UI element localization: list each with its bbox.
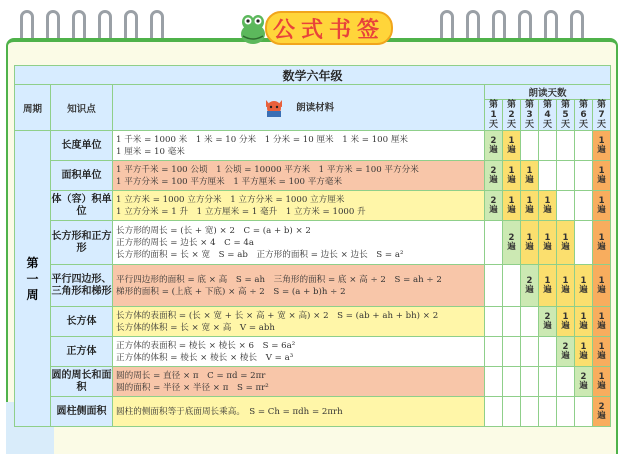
day-count-cell [485,397,503,427]
table-row [15,131,611,161]
crocodile-icon [238,12,268,46]
day-count-cell [485,337,503,367]
formula-table [14,65,611,427]
day-count-cell: 1 遍 [557,221,575,265]
day-count-cell [557,191,575,221]
day-count-cell [503,337,521,367]
day-count-cell: 1 遍 [593,191,611,221]
topic-cell: 体（容）积单位 [51,191,113,221]
day-count-cell [503,367,521,397]
day-count-cell [575,191,593,221]
formula-line: 长方体的体积 = 长 × 宽 × 高 V = abh [116,322,275,333]
day-count-cell: 1 遍 [503,131,521,161]
day-count-cell [557,131,575,161]
day-count-cell: 1 遍 [539,221,557,265]
day-count-cell [539,337,557,367]
topic-cell: 长方形和正方形 [51,221,113,265]
formula-line: 正方体的体积 = 棱长 × 棱长 × 棱长 V = a³ [116,352,294,363]
topic-cell: 长方体 [51,307,113,337]
col-period-header: 周期 [15,85,51,131]
day-count-cell [539,131,557,161]
formula-line: 1 平方分米 = 100 平方厘米 1 平方厘米 = 100 平方毫米 [116,176,343,187]
table-row [15,221,611,265]
formula-line: 1 平方千米 = 100 公顷 1 公顷 = 10000 平方米 1 平方米 = 100 平方分米 [116,164,419,175]
col-days-group-header: 朗读天数 [485,85,611,100]
day-count-cell: 1 遍 [593,131,611,161]
day-header-6: 第 6 天 [575,100,593,131]
day-count-cell: 2 遍 [539,307,557,337]
day-count-cell: 1 遍 [521,221,539,265]
formula-line: 长方形的面积 = 长 × 宽 S = ab 正方形的面积 = 边长 × 边长 S = a² [116,249,404,260]
table-row [15,307,611,337]
day-header-7: 第 7 天 [593,100,611,131]
day-count-cell [557,397,575,427]
table-row [15,397,611,427]
col-material-header [113,85,485,131]
day-count-cell: 2 遍 [485,191,503,221]
formula-line: 长方形的周长 = (长 + 宽) × 2 C = (a + b) × 2 [116,225,311,236]
day-count-cell: 1 遍 [521,161,539,191]
formula-cell [113,367,485,397]
topic-cell: 面积单位 [51,161,113,191]
table-row [15,367,611,397]
fox-reading-icon [263,98,285,118]
day-count-cell: 1 遍 [521,191,539,221]
day-header-2: 第 2 天 [503,100,521,131]
topic-cell: 长度单位 [51,131,113,161]
formula-line: 1 千米 = 1000 米 1 米 = 10 分米 1 分米 = 10 厘米 1 米 = 100 厘米 [116,134,409,145]
day-count-cell: 1 遍 [593,161,611,191]
formula-line: 1 立方米 = 1000 立方分米 1 立方分米 = 1000 立方厘米 [116,194,345,205]
formula-cell [113,337,485,367]
day-count-cell: 1 遍 [593,221,611,265]
formula-line: 正方体的表面积 = 棱长 × 棱长 × 6 S = 6a² [116,340,296,351]
day-count-cell: 1 遍 [575,337,593,367]
grade-title: 数学六年级 [15,66,611,85]
formula-line: 1 厘米 = 10 毫米 [116,146,185,157]
day-count-cell: 1 遍 [539,265,557,307]
day-count-cell [485,367,503,397]
day-count-cell: 1 遍 [593,337,611,367]
day-count-cell [521,367,539,397]
day-count-cell [485,221,503,265]
day-count-cell: 1 遍 [557,265,575,307]
formula-cell [113,161,485,191]
table-row [15,191,611,221]
day-count-cell: 1 遍 [593,367,611,397]
day-count-cell [485,265,503,307]
day-count-cell: 2 遍 [575,367,593,397]
day-count-cell: 2 遍 [485,161,503,191]
formula-line: 平行四边形的面积 = 底 × 高 S = ah 三角形的面积 = 底 × 高 ÷ 2 S = ah ÷ 2 [116,274,442,285]
formula-cell [113,397,485,427]
day-count-cell: 1 遍 [539,191,557,221]
day-count-cell: 2 遍 [503,221,521,265]
day-count-cell [575,131,593,161]
day-count-cell [575,397,593,427]
table-row [15,265,611,307]
formula-line: 圆的面积 = 半径 × 半径 × π S = πr² [116,382,269,393]
topic-cell: 圆的周长和面积 [51,367,113,397]
formula-line: 正方形的周长 = 边长 × 4 C = 4a [116,237,254,248]
formula-line: 圆柱的侧面积等于底面周长乘高。 S = Ch = πdh = 2πrh [116,406,343,417]
day-count-cell [503,307,521,337]
day-count-cell [485,307,503,337]
day-count-cell [557,161,575,191]
formula-cell [113,221,485,265]
day-count-cell [521,131,539,161]
formula-cell [113,131,485,161]
formula-line: 圆的周长 = 直径 × π C = πd = 2πr [116,370,266,381]
col-topic-header: 知识点 [51,85,113,131]
day-header-3: 第 3 天 [521,100,539,131]
formula-line: 1 立方分米 = 1 升 1 立方厘米 = 1 毫升 1 立方米 = 1000 升 [116,206,366,217]
day-header-4: 第 4 天 [539,100,557,131]
day-count-cell: 1 遍 [593,265,611,307]
day-header-5: 第 5 天 [557,100,575,131]
day-count-cell: 1 遍 [557,307,575,337]
day-count-cell [539,161,557,191]
day-count-cell [521,337,539,367]
day-count-cell [521,307,539,337]
day-count-cell [503,397,521,427]
day-count-cell: 2 遍 [557,337,575,367]
formula-cell [113,307,485,337]
day-count-cell [521,397,539,427]
day-count-cell [557,367,575,397]
day-count-cell: 2 遍 [593,397,611,427]
day-count-cell: 1 遍 [593,307,611,337]
topic-cell: 圆柱侧面积 [51,397,113,427]
day-count-cell: 2 遍 [521,265,539,307]
formula-cell [113,191,485,221]
period-label: 第 一 周 [15,131,51,427]
day-count-cell: 2 遍 [485,131,503,161]
day-count-cell [539,367,557,397]
day-header-1: 第 1 天 [485,100,503,131]
topic-cell: 正方体 [51,337,113,367]
title-banner [265,11,393,45]
table-row [15,161,611,191]
formula-line: 梯形的面积 = (上底 + 下底) × 高 ÷ 2 S = (a + b)h ÷ 2 [116,286,346,297]
formula-line: 长方体的表面积 = (长 × 宽 + 长 × 高 + 宽 × 高) × 2 S = (ab + ah + bh) × 2 [116,310,439,321]
day-count-cell [539,397,557,427]
table-body [15,131,611,427]
day-count-cell [575,161,593,191]
day-count-cell: 1 遍 [503,161,521,191]
day-count-cell: 1 遍 [575,307,593,337]
day-count-cell: 1 遍 [575,265,593,307]
day-count-cell [575,221,593,265]
day-count-cell: 1 遍 [503,191,521,221]
banner-title: 公式书签 [272,17,385,43]
table-row [15,337,611,367]
col-material-label: 朗读材料 [296,102,335,113]
day-count-cell [503,265,521,307]
topic-cell: 平行四边形、三角形和梯形 [51,265,113,307]
formula-cell [113,265,485,307]
